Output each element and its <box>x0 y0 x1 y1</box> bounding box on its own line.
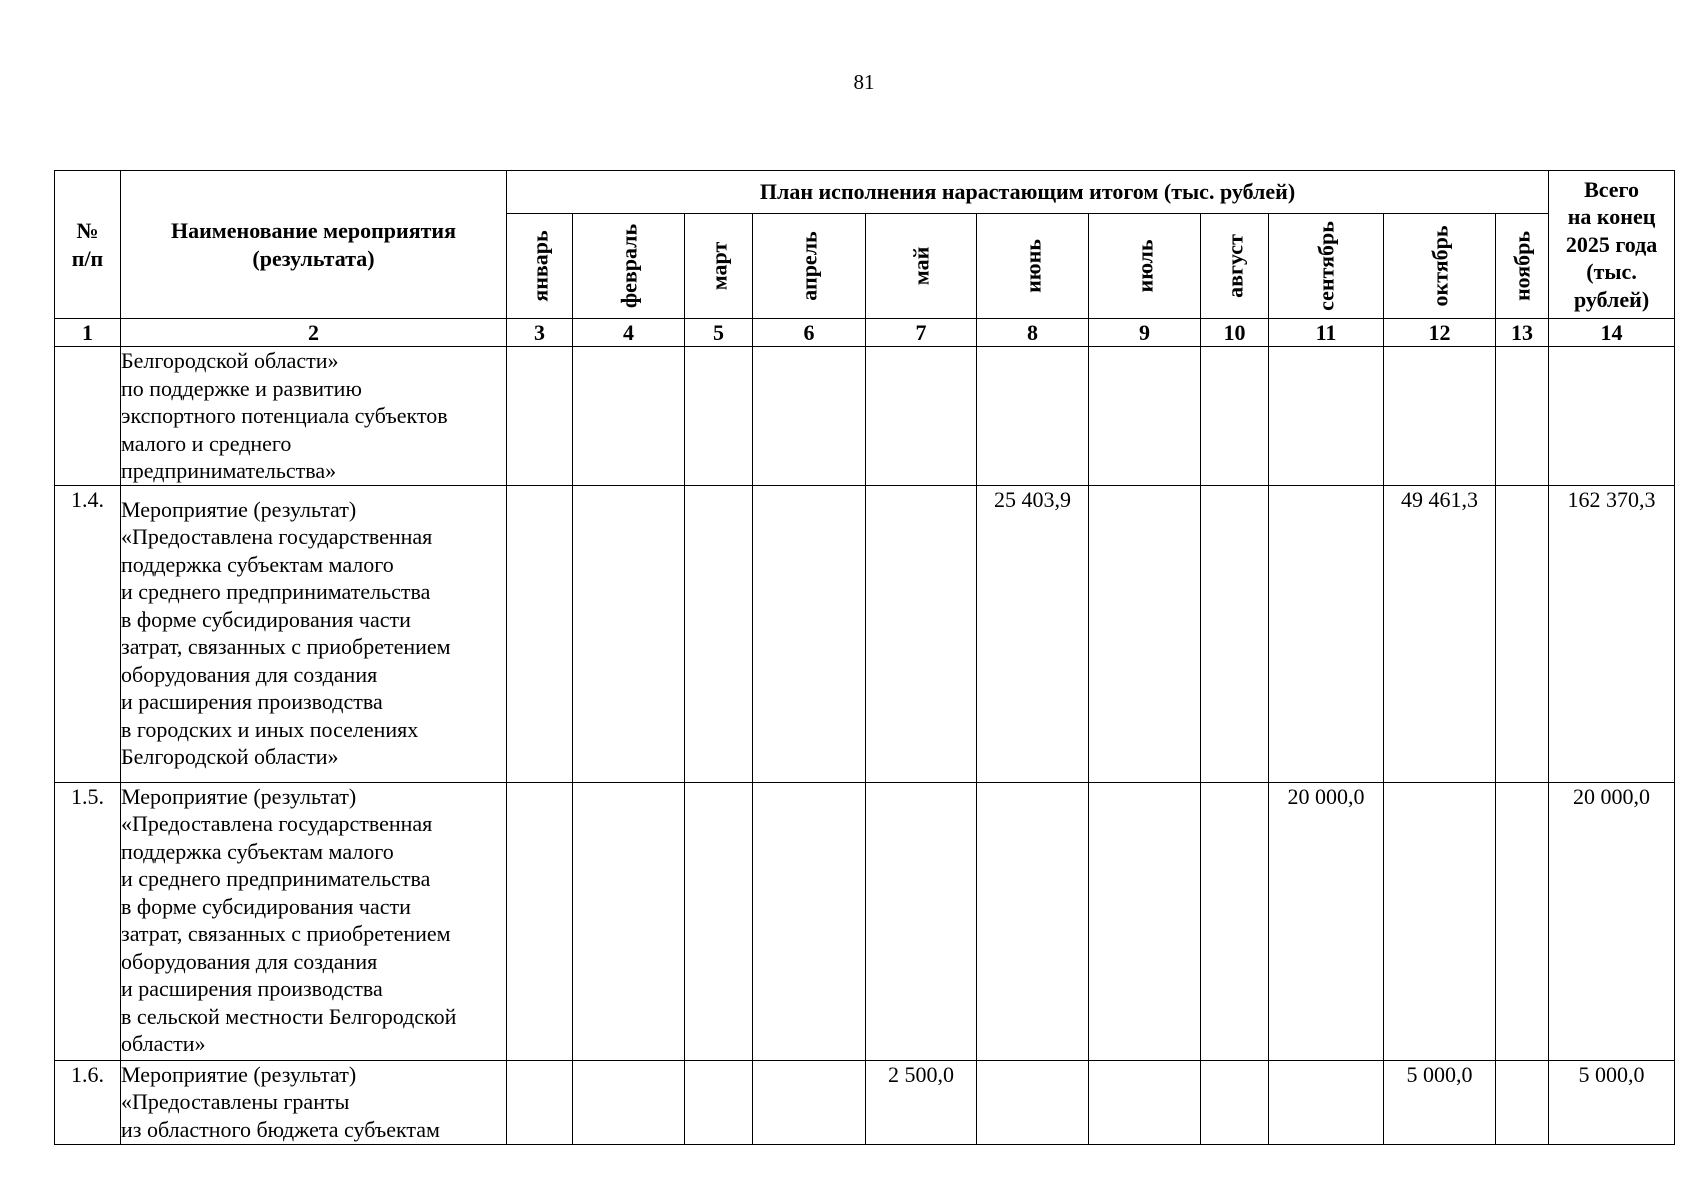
event-name: Мероприятие (результат) «Предоставлены гранты из областного бюджета субъектам <box>121 1060 507 1144</box>
month-value <box>507 485 573 782</box>
month-value <box>866 347 977 486</box>
month-value <box>1089 1060 1201 1144</box>
header-name: Наименование мероприятия (результата) <box>121 171 507 319</box>
row-number: 1.6. <box>55 1060 121 1144</box>
total-value: 162 370,3 <box>1549 485 1675 782</box>
header-month: февраль <box>573 214 685 319</box>
column-number: 11 <box>1269 319 1384 347</box>
header-month: август <box>1201 214 1269 319</box>
month-value <box>1384 347 1496 486</box>
month-value <box>977 347 1089 486</box>
total-value <box>1549 347 1675 486</box>
column-number: 10 <box>1201 319 1269 347</box>
column-number: 2 <box>121 319 507 347</box>
month-value <box>1269 485 1384 782</box>
month-value <box>1496 347 1549 486</box>
month-value <box>866 485 977 782</box>
month-value <box>573 1060 685 1144</box>
column-number: 12 <box>1384 319 1496 347</box>
month-value <box>1201 485 1269 782</box>
month-value <box>866 782 977 1060</box>
month-value <box>573 347 685 486</box>
row-number: 1.4. <box>55 485 121 782</box>
month-value <box>507 347 573 486</box>
month-value <box>685 485 753 782</box>
month-value <box>507 1060 573 1144</box>
month-value <box>1089 782 1201 1060</box>
month-value <box>753 782 866 1060</box>
month-value <box>1089 485 1201 782</box>
month-value: 25 403,9 <box>977 485 1089 782</box>
column-number: 1 <box>55 319 121 347</box>
event-name: Мероприятие (результат) «Предоставлена государственная поддержка субъектам малого и среднего предпринимательства в форме субсидирования части затрат, связанных с приобретением оборудования для создания и расширения производства в городских и иных поселениях Белгородской области» <box>121 485 507 782</box>
row-number <box>55 347 121 486</box>
header-month: май <box>866 214 977 319</box>
header-month: сентябрь <box>1269 214 1384 319</box>
header-total: Всего на конец 2025 года (тыс. рублей) <box>1549 171 1675 319</box>
header-month: июнь <box>977 214 1089 319</box>
total-value: 5 000,0 <box>1549 1060 1675 1144</box>
header-month: ноябрь <box>1496 214 1549 319</box>
column-number: 4 <box>573 319 685 347</box>
month-value <box>1201 1060 1269 1144</box>
month-value <box>1496 782 1549 1060</box>
header-plan: План исполнения нарастающим итогом (тыс. рублей) <box>507 171 1549 214</box>
header-month: апрель <box>753 214 866 319</box>
month-value <box>1496 1060 1549 1144</box>
header-row-top <box>55 171 1675 214</box>
table-row <box>55 782 1675 1060</box>
header-month: октябрь <box>1384 214 1496 319</box>
month-value <box>1201 347 1269 486</box>
header-month: январь <box>507 214 573 319</box>
column-number: 9 <box>1089 319 1201 347</box>
month-value <box>1496 485 1549 782</box>
month-value <box>573 485 685 782</box>
month-value <box>685 1060 753 1144</box>
column-number: 7 <box>866 319 977 347</box>
total-value: 20 000,0 <box>1549 782 1675 1060</box>
header-number: № п/п <box>55 171 121 319</box>
event-name: Мероприятие (результат) «Предоставлена государственная поддержка субъектам малого и среднего предпринимательства в форме субсидирования части затрат, связанных с приобретением оборудования для создания и расширения производства в сельской местности Белгородской области» <box>121 782 507 1060</box>
month-value <box>573 782 685 1060</box>
month-value: 5 000,0 <box>1384 1060 1496 1144</box>
month-value <box>685 347 753 486</box>
month-value: 49 461,3 <box>1384 485 1496 782</box>
column-number: 6 <box>753 319 866 347</box>
plan-table <box>54 170 1675 1145</box>
table-row <box>55 485 1675 782</box>
month-value <box>753 1060 866 1144</box>
column-number: 5 <box>685 319 753 347</box>
month-value <box>1269 347 1384 486</box>
header-month: июль <box>1089 214 1201 319</box>
month-value <box>1384 782 1496 1060</box>
month-value <box>1089 347 1201 486</box>
column-number: 14 <box>1549 319 1675 347</box>
month-value <box>1201 782 1269 1060</box>
column-number: 13 <box>1496 319 1549 347</box>
event-name: Белгородской области» по поддержке и развитию экспортного потенциала субъектов малого и среднего предпринимательства» <box>121 347 507 486</box>
month-value <box>685 782 753 1060</box>
month-value <box>977 1060 1089 1144</box>
month-value <box>753 485 866 782</box>
month-value <box>753 347 866 486</box>
column-number: 8 <box>977 319 1089 347</box>
page-number: 81 <box>853 70 875 94</box>
row-number: 1.5. <box>55 782 121 1060</box>
month-value <box>1269 1060 1384 1144</box>
month-value: 20 000,0 <box>1269 782 1384 1060</box>
month-value: 2 500,0 <box>866 1060 977 1144</box>
table-row <box>55 1060 1675 1144</box>
month-value <box>507 782 573 1060</box>
header-month: март <box>685 214 753 319</box>
column-numbers-row <box>55 319 1675 347</box>
month-value <box>977 782 1089 1060</box>
table-row <box>55 347 1675 486</box>
column-number: 3 <box>507 319 573 347</box>
